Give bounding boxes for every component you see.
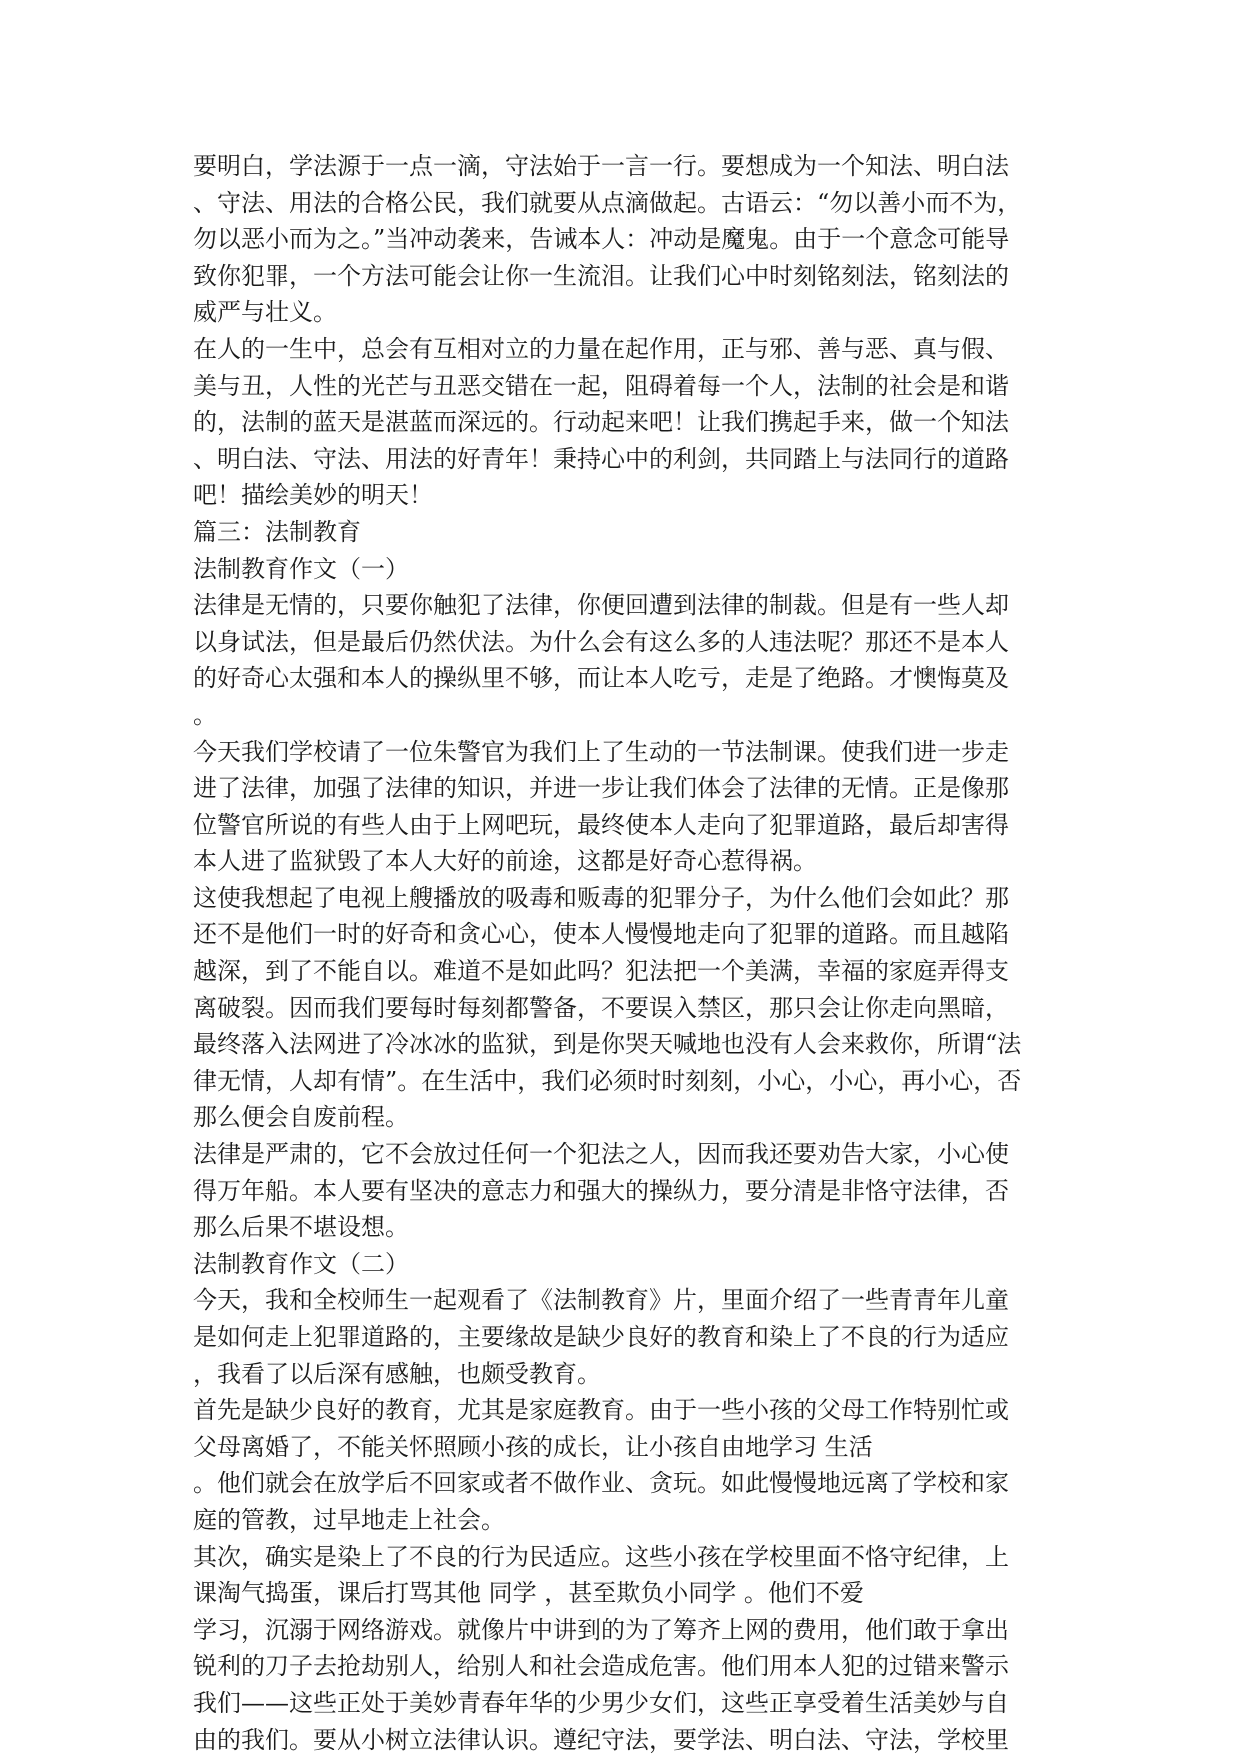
text-line: 勿以恶小而为之。”当冲动袭来，告诫本人：冲动是魔鬼。由于一个意念可能导 xyxy=(193,225,1010,254)
text-line: 学习，沉溺于网络游戏。就像片中讲到的为了筹齐上网的费用，他们敢于拿出 xyxy=(193,1615,1009,1644)
text-line: 由的我们。要从小树立法律认识。遵纪守法，要学法、明白法、守法，学校里 xyxy=(193,1725,1009,1754)
text-line: 得万年船。本人要有坚决的意志力和强大的操纵力，要分清是非恪守法律，否 xyxy=(193,1176,1009,1205)
text-line: 。 xyxy=(193,700,217,729)
text-line: 、守法、用法的合格公民，我们就要从点滴做起。古语云：“勿以善小而不为， xyxy=(193,188,1022,217)
text-line: 首先是缺少良好的教育，尤其是家庭教育。由于一些小孩的父母工作特别忙或 xyxy=(193,1396,1009,1425)
text-line: 进了法律，加强了法律的知识，并进一步让我们体会了法律的无情。正是像那 xyxy=(193,774,1009,803)
text-line: 法律是严肃的，它不会放过任何一个犯法之人，因而我还要劝告大家，小心使 xyxy=(193,1140,1009,1169)
text-line: 最终落入法网进了冷冰冰的监狱，到是你哭天喊地也没有人会来救你，所谓“法 xyxy=(193,1030,1022,1059)
text-line: 课淘气捣蛋，课后打骂其他 同学 ，甚至欺负小同学 。他们不爱 xyxy=(193,1579,864,1608)
text-line: 美与丑，人性的光芒与丑恶交错在一起，阻碍着每一个人，法制的社会是和谐 xyxy=(193,371,1009,400)
text-line: 那么便会自废前程。 xyxy=(193,1103,409,1132)
text-line: 庭的管教，过早地走上社会。 xyxy=(193,1505,505,1534)
text-line: 威严与壮义。 xyxy=(193,298,337,327)
text-line: 法律是无情的，只要你触犯了法律，你便回遭到法律的制裁。但是有一些人却 xyxy=(193,591,1009,620)
text-line: 在人的一生中，总会有互相对立的力量在起作用，正与邪、善与恶、真与假、 xyxy=(193,334,1009,363)
document-page xyxy=(193,148,1053,1758)
text-line: 是如何走上犯罪道路的，主要缘故是缺少良好的教育和染上了不良的行为适应 xyxy=(193,1323,1009,1351)
text-line: 律无情，人却有情”。在生活中，我们必须时时刻刻，小心，小心，再小心，否 xyxy=(193,1066,1022,1095)
text-line: 我们——这些正处于美妙青春年华的少男少女们，这些正享受着生活美妙与自 xyxy=(193,1688,1009,1717)
text-line: 篇三：法制教育 xyxy=(193,517,361,546)
text-line: 位警官所说的有些人由于上网吧玩，最终使本人走向了犯罪道路，最后却害得 xyxy=(193,810,1009,839)
text-line: 这使我想起了电视上艘播放的吸毒和贩毒的犯罪分子，为什么他们会如此？那 xyxy=(193,883,1009,912)
text-line: 离破裂。因而我们要每时每刻都警备，不要误入禁区，那只会让你走向黑暗， xyxy=(193,993,1009,1022)
text-line: ，我看了以后深有感触，也颇受教育。 xyxy=(193,1359,601,1388)
text-line: 本人进了监狱毁了本人大好的前途，这都是好奇心惹得祸。 xyxy=(193,847,817,876)
text-line: 法制教育作文（一） xyxy=(193,554,409,583)
text-line: 、明白法、守法、用法的好青年！秉持心中的利剑，共同踏上与法同行的道路 xyxy=(193,444,1009,473)
text-line: 锐利的刀子去抢劫别人，给别人和社会造成危害。他们用本人犯的过错来警示 xyxy=(193,1652,1009,1681)
text-line: 今天我们学校请了一位朱警官为我们上了生动的一节法制课。使我们进一步走 xyxy=(193,737,1009,766)
text-line: 要明白，学法源于一点一滴，守法始于一言一行。要想成为一个知法、明白法 xyxy=(193,152,1009,180)
text-line: 今天，我和全校师生一起观看了《法制教育》片，里面介绍了一些青青年儿童 xyxy=(193,1286,1009,1315)
text-line: 。他们就会在放学后不回家或者不做作业、贪玩。如此慢慢地远离了学校和家 xyxy=(193,1469,1009,1498)
text-line: 吧！描绘美妙的明天！ xyxy=(193,481,433,510)
text-line: 以身试法，但是最后仍然伏法。为什么会有这么多的人违法呢？那还不是本人 xyxy=(193,627,1009,656)
text-line: 法制教育作文（二） xyxy=(193,1249,409,1278)
text-line: 越深，到了不能自以。难道不是如此吗？犯法把一个美满，幸福的家庭弄得支 xyxy=(193,957,1009,986)
text-line: 还不是他们一时的好奇和贪心心，使本人慢慢地走向了犯罪的道路。而且越陷 xyxy=(193,920,1009,949)
text-line: 父母离婚了，不能关怀照顾小孩的成长，让小孩自由地学习 生活 xyxy=(193,1432,873,1461)
text-line: 的好奇心太强和本人的操纵里不够，而让本人吃亏，走是了绝路。才懊悔莫及 xyxy=(193,664,1009,693)
text-line: 的，法制的蓝天是湛蓝而深远的。行动起来吧！让我们携起手来，做一个知法 xyxy=(193,408,1009,437)
text-line: 致你犯罪，一个方法可能会让你一生流泪。让我们心中时刻铭刻法，铭刻法的 xyxy=(193,261,1009,290)
text-line: 其次，确实是染上了不良的行为民适应。这些小孩在学校里面不恪守纪律，上 xyxy=(193,1542,1009,1571)
text-line: 那么后果不堪设想。 xyxy=(193,1213,409,1242)
